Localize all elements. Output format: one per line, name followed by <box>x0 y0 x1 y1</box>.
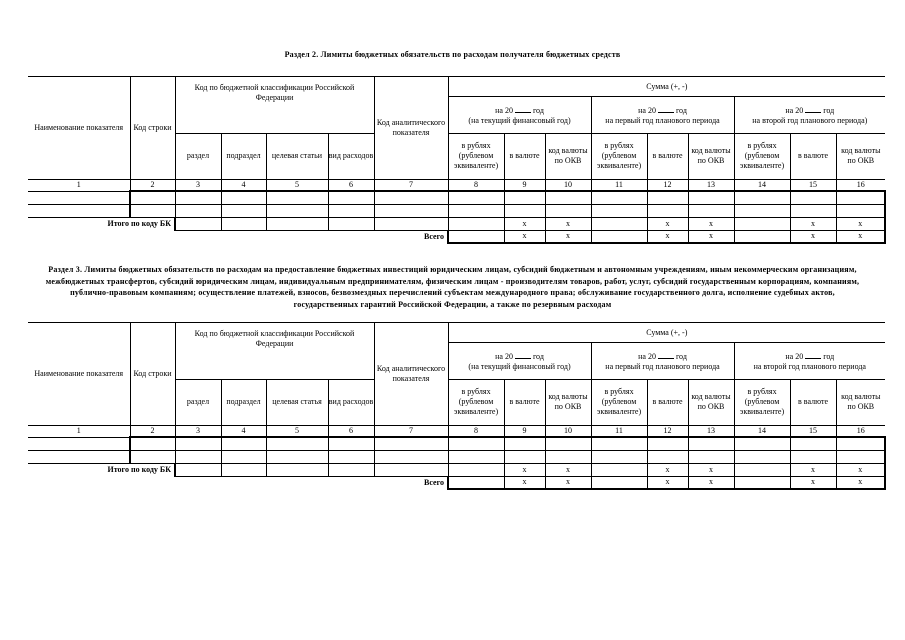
total-all-row <box>28 230 885 243</box>
x-mark: x <box>790 476 836 489</box>
table-row <box>28 191 885 204</box>
header-target: целевая статья <box>266 379 328 425</box>
total-bk-row <box>28 463 885 476</box>
header-amount: Сумма (+, -) <box>448 323 885 343</box>
header-currency-first: в валюте <box>647 133 688 179</box>
col-num: 9 <box>504 426 545 438</box>
header-second-year: на 20 год на второй год планового периода <box>734 343 885 379</box>
header-kind: вид расходов <box>328 379 374 425</box>
x-mark: x <box>688 463 734 476</box>
header-rub-first: в рублях (рублевом эквиваленте) <box>591 379 647 425</box>
header-bk-code: Код по бюджетной классификации Российской Федерации <box>175 77 374 134</box>
x-mark: x <box>688 217 734 230</box>
total-bk-label: Итого по коду БК <box>107 464 171 474</box>
header-rub-cur: в рублях (рублевом эквиваленте) <box>448 379 504 425</box>
total-all-row <box>28 476 885 489</box>
header-bk-code: Код по бюджетной классификации Российской Федерации <box>175 323 374 380</box>
x-mark: x <box>836 230 885 243</box>
x-mark: x <box>647 230 688 243</box>
col-num: 10 <box>545 426 591 438</box>
header-rub-first: в рублях (рублевом эквиваленте) <box>591 133 647 179</box>
header-rub-cur: в рублях (рублевом эквиваленте) <box>448 133 504 179</box>
col-num: 7 <box>374 180 448 192</box>
header-currency-cur: в валюте <box>504 379 545 425</box>
section2-title: Раздел 2. Лимиты бюджетных обязательств по расходам получателя бюджетных средств <box>284 50 621 59</box>
col-num: 8 <box>448 426 504 438</box>
header-currency-cur: в валюте <box>504 133 545 179</box>
header-rub-second: в рублях (рублевом эквиваленте) <box>734 133 790 179</box>
col-num: 3 <box>175 180 221 192</box>
col-num: 16 <box>836 426 885 438</box>
col-num: 12 <box>647 180 688 192</box>
col-num: 14 <box>734 180 790 192</box>
col-num: 13 <box>688 180 734 192</box>
col-num: 8 <box>448 180 504 192</box>
col-num: 11 <box>591 180 647 192</box>
x-mark: x <box>504 217 545 230</box>
x-mark: x <box>545 476 591 489</box>
x-mark: x <box>504 476 545 489</box>
table-row <box>28 450 885 463</box>
table-row <box>28 437 885 450</box>
header-currency-second: в валюте <box>790 133 836 179</box>
col-num: 6 <box>328 426 374 438</box>
header-target: целевая статьи <box>266 133 328 179</box>
header-kind: вид расходов <box>328 133 374 179</box>
header-okv-first: код валюты по ОКВ <box>688 133 734 179</box>
column-numbers-row <box>28 180 885 192</box>
header-name: Наименование показателя <box>28 323 130 426</box>
col-num: 4 <box>221 426 266 438</box>
header-name: Наименование показателя <box>28 77 130 180</box>
header-line-code: Код строки <box>130 323 175 426</box>
col-num: 15 <box>790 180 836 192</box>
total-bk-row <box>28 217 885 230</box>
x-mark: x <box>688 476 734 489</box>
header-analytic-code: Код аналитического показателя <box>374 77 448 180</box>
x-mark: x <box>790 217 836 230</box>
section2-table <box>28 76 886 244</box>
header-okv-second: код валюты по ОКВ <box>836 133 885 179</box>
col-num: 2 <box>130 426 175 438</box>
col-num: 13 <box>688 426 734 438</box>
col-num: 10 <box>545 180 591 192</box>
x-mark: x <box>688 230 734 243</box>
col-num: 12 <box>647 426 688 438</box>
col-num: 16 <box>836 180 885 192</box>
column-numbers-row <box>28 426 885 438</box>
header-okv-cur: код валюты по ОКВ <box>545 379 591 425</box>
header-okv-first: код валюты по ОКВ <box>688 379 734 425</box>
x-mark: x <box>545 463 591 476</box>
header-okv-cur: код валюты по ОКВ <box>545 133 591 179</box>
header-razdel: раздел <box>175 133 221 179</box>
header-podrazdel: подраздел <box>221 379 266 425</box>
col-num: 5 <box>266 180 328 192</box>
total-all-label: Всего <box>424 231 445 241</box>
header-second-year: на 20 год на второй год планового периода) <box>734 97 885 133</box>
x-mark: x <box>836 476 885 489</box>
header-rub-second: в рублях (рублевом эквиваленте) <box>734 379 790 425</box>
x-mark: x <box>647 217 688 230</box>
x-mark: x <box>545 230 591 243</box>
total-all-label: Всего <box>424 477 445 487</box>
header-current-year: на 20 год (на текущий финансовый год) <box>448 343 591 379</box>
section3-title: Раздел 3. Лимиты бюджетных обязательств по расходам на предоставление бюджетных инвестиций юридическим лицам, субсидий бюджетным и автономным учреждениям, иным некоммерческим организациям, межбюджетных трансфертов, субсидий юридическим лицам, индивидуальным предпринимателям, физическим лицам - производителям товаров, работ, услуг, субсидий государственным корпорациям, компаниям, публично-правовым компаниям; осуществление платежей, взносов, безвозмездных перечислений субъектам международного права; обслуживание государственного долга, исполнение судебных актов, государственных гарантий Российской Федерации, а также по резервным расходам <box>45 265 860 309</box>
total-bk-label: Итого по коду БК <box>107 218 171 228</box>
col-num: 11 <box>591 426 647 438</box>
col-num: 1 <box>28 180 130 192</box>
header-currency-first: в валюте <box>647 379 688 425</box>
x-mark: x <box>504 230 545 243</box>
col-num: 4 <box>221 180 266 192</box>
header-current-year: на 20 год (на текущий финансовый год) <box>448 97 591 133</box>
col-num: 1 <box>28 426 130 438</box>
x-mark: x <box>836 463 885 476</box>
section3-table <box>28 322 886 490</box>
x-mark: x <box>790 463 836 476</box>
col-num: 7 <box>374 426 448 438</box>
header-analytic-code: Код аналитического показателя <box>374 323 448 426</box>
table-row <box>28 204 885 217</box>
header-currency-second: в валюте <box>790 379 836 425</box>
x-mark: x <box>647 463 688 476</box>
header-first-year: на 20 год на первый год планового периода <box>591 97 734 133</box>
col-num: 5 <box>266 426 328 438</box>
x-mark: x <box>836 217 885 230</box>
col-num: 2 <box>130 180 175 192</box>
x-mark: x <box>504 463 545 476</box>
col-num: 6 <box>328 180 374 192</box>
header-first-year: на 20 год на первый год планового периода <box>591 343 734 379</box>
header-okv-second: код валюты по ОКВ <box>836 379 885 425</box>
header-podrazdel: подраздел <box>221 133 266 179</box>
col-num: 3 <box>175 426 221 438</box>
header-amount: Сумма (+, -) <box>448 77 885 97</box>
x-mark: x <box>647 476 688 489</box>
header-line-code: Код строки <box>130 77 175 180</box>
col-num: 15 <box>790 426 836 438</box>
x-mark: x <box>790 230 836 243</box>
x-mark: x <box>545 217 591 230</box>
col-num: 14 <box>734 426 790 438</box>
col-num: 9 <box>504 180 545 192</box>
header-razdel: раздел <box>175 379 221 425</box>
